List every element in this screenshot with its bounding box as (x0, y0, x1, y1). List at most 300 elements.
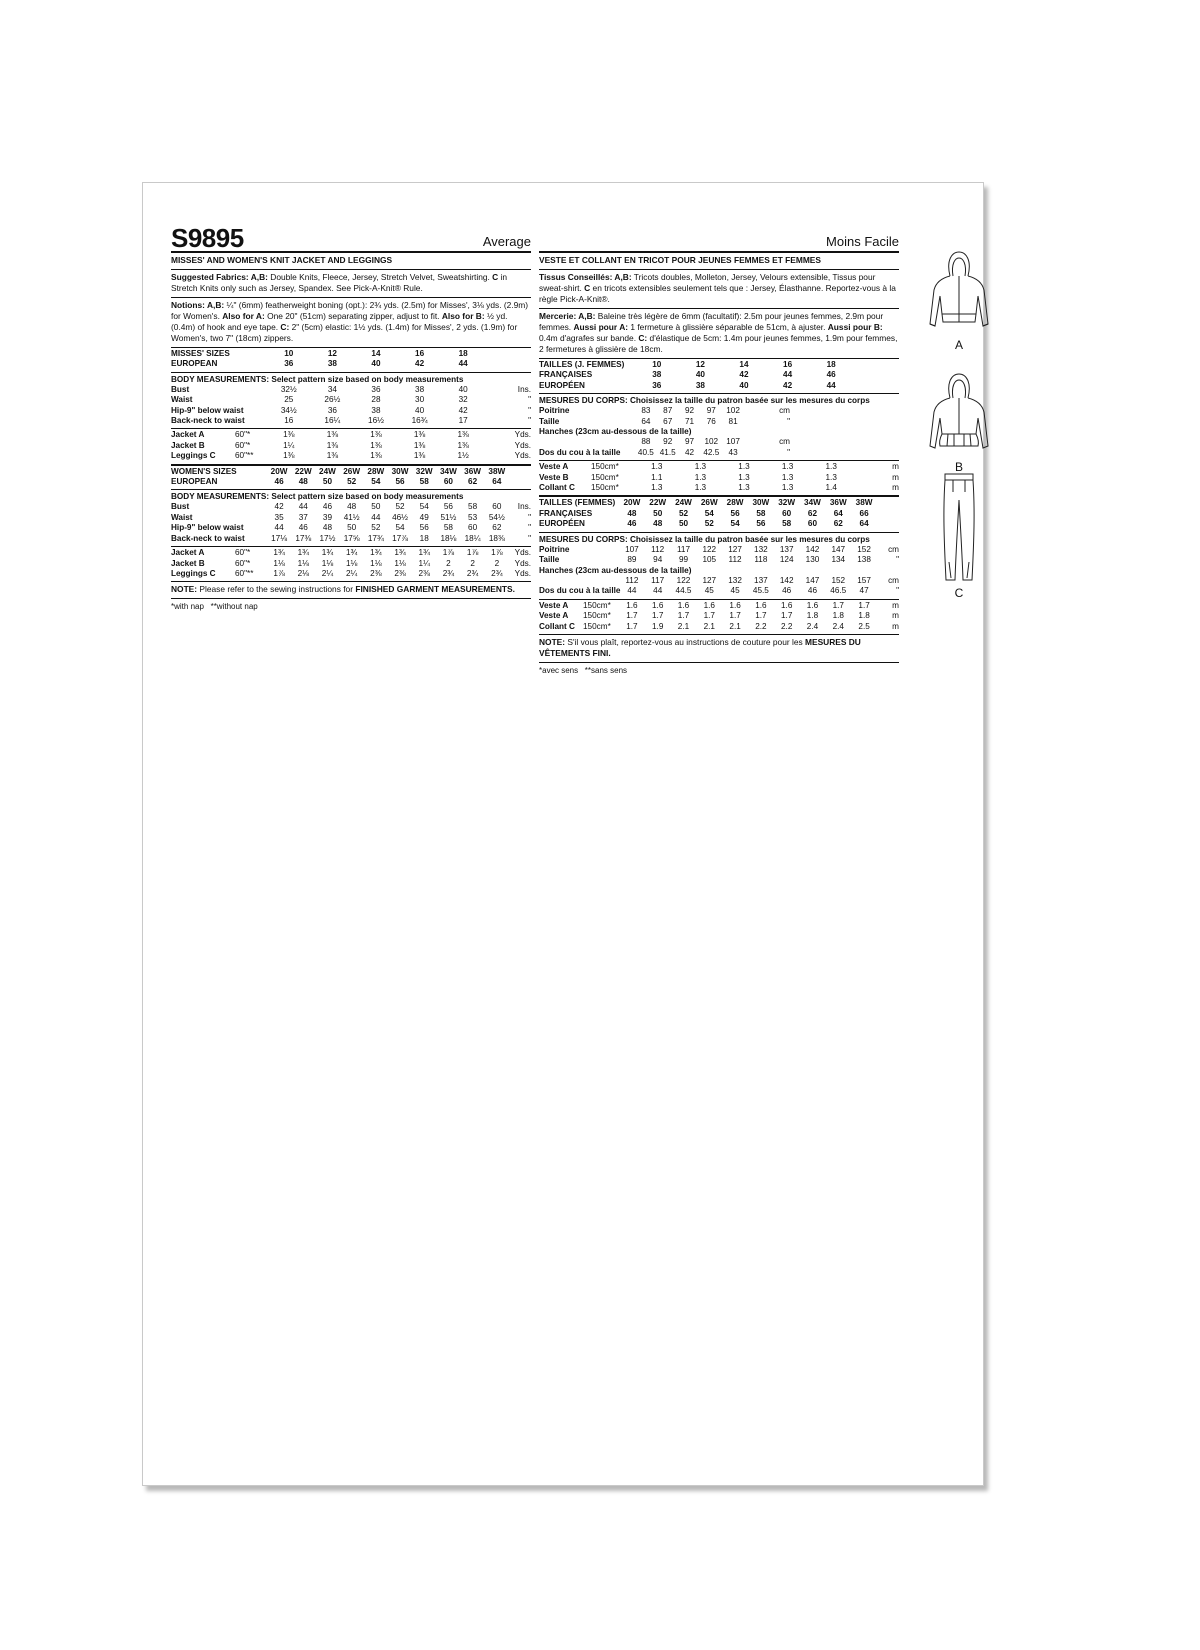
value-cell: 1¼ (418, 558, 430, 568)
value-cell: 56 (395, 477, 405, 487)
value-cell: 36 (652, 380, 662, 390)
value-cell: 1.7 (703, 611, 715, 621)
value-cell: 1⅞ (442, 548, 455, 558)
table-row (539, 437, 899, 447)
value-cell: 1.3 (651, 462, 663, 472)
notions-text: 1 fermeture à glissière séparable de 51cm, à ajuster. (628, 322, 828, 332)
value-cell: 2.4 (806, 621, 819, 631)
value-cell: 34W (439, 466, 457, 476)
value-cell: 44 (653, 586, 663, 596)
value-cell: 48 (298, 477, 308, 487)
value-cell: 76 (706, 416, 716, 426)
value-cell: 152 (831, 575, 846, 585)
value-cell: 56 (756, 519, 766, 529)
row-label: MISSES' SIZES (171, 349, 230, 358)
value-cell: 1.6 (703, 600, 715, 610)
table-row (171, 569, 531, 579)
unit-cell: " (528, 523, 531, 533)
row-label: Leggings C (171, 568, 216, 578)
value-cell: 54 (371, 477, 381, 487)
french-header (539, 229, 899, 253)
value-cell: 17 (458, 416, 468, 426)
row-label: Poitrine (539, 406, 570, 416)
value-cell: 52 (395, 502, 405, 512)
table-row (539, 370, 899, 380)
value-cell: 1⅜ (457, 440, 469, 450)
value-cell: 2⅜ (394, 568, 406, 578)
body-measurements-heading: BODY MEASUREMENTS: Select pattern size based on body measurements (171, 492, 464, 502)
value-cell: 1.8 (806, 611, 819, 621)
value-cell: 58 (468, 502, 478, 512)
footnote: *avec sens **sans sens (539, 665, 628, 675)
value-cell: 48 (627, 508, 637, 518)
row-label: Jacket A (171, 430, 205, 440)
unit-cell: m (892, 483, 899, 493)
unit-cell: cm (779, 437, 790, 447)
table-row (171, 523, 531, 533)
value-cell: 112 (651, 544, 665, 554)
size-cell: 44 (458, 359, 468, 369)
notions (539, 309, 899, 359)
size-cell: 16 (415, 349, 425, 358)
value-cell: 16¼ (324, 416, 341, 426)
suggested-fabrics (171, 270, 531, 298)
value-cell: 147 (831, 544, 846, 554)
pattern-title: VESTE ET COLLANT EN TRICOT POUR JEUNES FEMMES ET FEMMES (539, 253, 899, 270)
value-cell: 62 (492, 523, 502, 533)
value-cell: 1.3 (825, 462, 837, 472)
misses-size-table (539, 359, 899, 394)
value-cell: 127 (728, 544, 742, 554)
table-row (171, 559, 531, 569)
view-b (924, 372, 994, 474)
value-cell: 102 (726, 406, 740, 416)
value-cell: 45 (704, 586, 714, 596)
table-row (539, 462, 899, 472)
womens-body-measurements (539, 533, 899, 600)
value-cell: 97 (706, 406, 716, 416)
value-cell: 34W (804, 498, 821, 508)
value-cell: 105 (702, 555, 717, 565)
table-row (539, 509, 899, 519)
value-cell: 1¾ (418, 548, 430, 558)
fabric-width: 150cm* (591, 462, 619, 472)
value-cell: 44 (627, 586, 637, 596)
value-cell: 1.1 (651, 472, 663, 482)
value-cell: 2.1 (677, 621, 690, 631)
notions-text: d'élastique de 5cm: 1.4m pour jeunes femmes, 1.9m pour femmes, 2 fermetures à glissière de 18cm. (539, 333, 898, 354)
view-label: C (954, 586, 964, 600)
value-cell: 1.3 (694, 472, 707, 482)
value-cell: 18¼ (464, 533, 481, 543)
unit-cell: Yds. (514, 558, 531, 568)
fabrics-c-label: C (492, 272, 499, 282)
size-cell: 10 (284, 349, 294, 358)
value-cell: 54 (395, 523, 405, 533)
value-cell: 1.3 (651, 483, 663, 493)
table-row (539, 417, 899, 427)
row-label: Veste A (539, 600, 569, 610)
value-cell: 1⅞ (466, 548, 479, 558)
value-cell: 56 (730, 508, 740, 518)
fabrics-label: Suggested Fabrics: A,B: (171, 272, 268, 282)
value-cell: 17⅞ (392, 533, 408, 543)
value-cell: 48 (322, 523, 333, 533)
value-cell: 1.6 (729, 600, 741, 610)
value-cell: 40 (415, 405, 425, 415)
value-cell: 16 (284, 416, 294, 426)
value-cell: 1⅞ (273, 568, 285, 578)
row-label: Back-neck to waist (171, 533, 245, 543)
body-measurements-heading: BODY MEASUREMENTS: Select pattern size based on body measurements (171, 374, 464, 384)
fabric-width: 60"* (235, 440, 251, 450)
value-cell: 132 (728, 575, 742, 585)
note-text: S'il vous plaît, reportez-vous au instructions de couture pour les (565, 636, 806, 647)
value-cell: 34½ (280, 405, 297, 415)
row-label: Hanches (23cm au-dessous de la taille) (539, 427, 692, 437)
row-label: TAILLES (J. FEMMES) (539, 360, 625, 369)
notions-also-a: Also for A: (222, 311, 265, 321)
table-row (171, 385, 531, 395)
value-cell: 62 (833, 519, 843, 529)
value-cell: 64 (833, 508, 843, 518)
table-row (539, 381, 899, 391)
row-label: Jacket B (171, 558, 205, 568)
value-cell: 46½ (392, 512, 408, 522)
row-label: Dos du cou à la taille (539, 586, 621, 596)
value-cell: 147 (805, 575, 820, 585)
value-cell: 64 (641, 416, 651, 426)
value-cell: 20W (270, 466, 288, 476)
fabrics-text: Tricots doubles, Molleton, Jersey, Velours extensible, Tissus pour sweat-shirt. (539, 272, 876, 293)
value-cell: 28 (371, 395, 381, 405)
value-cell: 43 (728, 447, 738, 457)
value-cell: 1.3 (825, 472, 837, 482)
unit-cell: Ins. (517, 384, 531, 394)
value-cell: 83 (641, 406, 651, 416)
value-cell: 1.3 (781, 472, 794, 482)
unit-cell: Yds. (514, 430, 531, 440)
value-cell: 42 (458, 405, 468, 415)
table-row (539, 555, 899, 565)
body-measurements-heading: MESURES DU CORPS: Choisissez la taille du patron basée sur les mesures du corps (539, 396, 870, 406)
notions (171, 298, 531, 348)
row-label: FRANÇAISES (539, 508, 593, 518)
value-cell: 16 (783, 360, 793, 369)
unit-cell (877, 498, 899, 508)
value-cell: 45.5 (752, 586, 769, 596)
size-cell: 18 (458, 349, 468, 358)
unit-cell (853, 370, 899, 380)
value-cell: 1⅛ (321, 558, 334, 568)
unit-cell: " (528, 533, 531, 543)
unit-cell: cm (888, 575, 899, 585)
unit-cell: m (892, 472, 899, 482)
value-cell: 45 (730, 586, 740, 596)
value-cell: 1.6 (806, 600, 819, 610)
value-cell: 32½ (280, 384, 297, 394)
value-cell: 38W (855, 498, 873, 508)
unit-cell: " (896, 586, 899, 596)
table-row (539, 611, 899, 621)
value-cell: 18⅛ (440, 533, 457, 543)
value-cell: 138 (857, 555, 871, 565)
unit-cell (877, 519, 899, 529)
value-cell: 1.7 (858, 600, 870, 610)
fabrics-c-text: in Stretch Knits only such as Jersey, Spandex. See Pick-A-Knit® Rule. (171, 272, 508, 293)
value-cell: 1⅛ (370, 558, 382, 568)
value-cell: 28W (367, 466, 385, 476)
value-cell: 38 (371, 405, 381, 415)
value-cell: 18⅜ (488, 533, 505, 543)
table-row (539, 566, 899, 576)
value-cell: 17⅛ (271, 533, 288, 543)
value-cell: 1.6 (626, 600, 638, 610)
value-cell: 1.3 (781, 483, 794, 493)
row-label (539, 576, 619, 586)
view-a (924, 250, 994, 352)
value-cell: 60 (782, 508, 792, 518)
value-cell: 66 (859, 508, 869, 518)
value-cell: 17⅜ (295, 533, 312, 543)
fabric-width: 60"** (235, 568, 254, 578)
unit-cell: " (528, 395, 531, 405)
notions-text: 2" (5cm) elastic: 1½ yds. (1.4m) for Misses', 2 yds. (1.9m) for Women's, two 7" (18cm) zippers. (171, 322, 518, 343)
value-cell: 130 (805, 555, 820, 565)
value-cell: 1.3 (738, 483, 750, 493)
table-row (539, 586, 899, 596)
value-cell: 1.7 (652, 611, 664, 621)
table-row (539, 519, 899, 529)
value-cell: 60 (468, 523, 478, 533)
value-cell: 52 (371, 523, 381, 533)
value-cell: 2.1 (703, 621, 715, 631)
size-cell: 42 (415, 359, 425, 369)
leggings-sketch-icon (924, 470, 994, 586)
hooded-jacket-sketch-icon (924, 250, 994, 338)
fabric-width: 60"* (235, 558, 251, 568)
unit-cell: Yds. (514, 451, 531, 461)
value-cell: 2 (446, 558, 451, 568)
value-cell: 134 (831, 555, 846, 565)
note-text: Please refer to the sewing instructions for (197, 584, 356, 595)
value-cell: 30W (391, 466, 409, 476)
value-cell: 42 (783, 380, 793, 390)
table-row (171, 451, 531, 461)
value-cell: 137 (779, 544, 794, 554)
fabrics-label: Tissus Conseillés: A,B: (539, 272, 632, 282)
value-cell: 60 (807, 519, 818, 529)
value-cell: 124 (779, 555, 794, 565)
value-cell: 56 (443, 502, 453, 512)
size-cell: 14 (371, 349, 381, 358)
hooded-jacket-peplum-sketch-icon (924, 372, 994, 460)
fabrics-c-label: C (584, 283, 591, 293)
row-label: Poitrine (539, 544, 570, 554)
unit-cell: " (528, 405, 531, 415)
womens-size-table (539, 497, 899, 532)
value-cell: 42 (274, 502, 284, 512)
value-cell: 1⅜ (413, 451, 426, 461)
table-row (539, 448, 899, 458)
misses-size-table (171, 348, 531, 373)
notions-text: One 20" (51cm) separating zipper, adjust to fit. (264, 311, 442, 321)
value-cell: 54½ (488, 512, 505, 522)
view-c (924, 470, 994, 600)
value-cell: 12 (695, 360, 705, 369)
size-cell: 12 (327, 349, 337, 358)
value-cell: 2.1 (729, 621, 741, 631)
row-label: TAILLES (FEMMES) (539, 498, 616, 508)
value-cell: 44 (826, 380, 836, 390)
notions-text: ¼" (6mm) featherweight boning (opt.): 2¾ yds. (2.5m) for Misses', 3⅛ yds. (2.9m) for Women's. (171, 300, 529, 321)
value-cell: 97 (684, 437, 695, 447)
value-cell: 48 (347, 502, 357, 512)
value-cell: 2.2 (780, 621, 793, 631)
unit-cell: Yds. (514, 548, 531, 558)
value-cell: 46 (627, 519, 637, 529)
row-label: Veste A (539, 462, 569, 472)
value-cell: 81 (728, 416, 738, 426)
value-cell: 10 (652, 360, 662, 369)
table-row (171, 441, 531, 451)
value-cell: 112 (625, 575, 639, 585)
value-cell: 41½ (343, 512, 360, 522)
value-cell: 1.3 (738, 462, 750, 472)
value-cell: 52 (704, 519, 714, 529)
row-label: Taille (539, 555, 560, 565)
row-label: EUROPÉEN (539, 519, 585, 529)
notions-label: Mercerie: A,B: (539, 311, 596, 321)
notions-also-a: Aussi pour A: (573, 322, 629, 332)
value-cell: 67 (663, 416, 673, 426)
value-cell: 1⅜ (370, 440, 382, 450)
table-row (171, 477, 531, 487)
value-cell: 53 (468, 512, 478, 522)
value-cell: 26W (700, 498, 718, 508)
misses-european-row (171, 359, 531, 369)
size-cell: 38 (327, 359, 337, 369)
unit-cell: m (892, 462, 899, 472)
value-cell: 2.5 (858, 621, 870, 631)
row-label: Leggings C (171, 451, 216, 461)
value-cell: 1.3 (694, 462, 707, 472)
value-cell: 37 (298, 512, 308, 522)
value-cell: 2⅜ (370, 568, 382, 578)
french-column (539, 229, 899, 676)
value-cell: 50 (678, 519, 689, 529)
value-cell: 1.7 (832, 600, 844, 610)
value-cell: 2¼ (321, 568, 334, 578)
row-label: Taille (539, 416, 560, 426)
value-cell: 107 (625, 544, 639, 554)
row-label: Waist (171, 395, 193, 405)
fabric-width: 150cm* (583, 611, 611, 621)
row-label: Waist (171, 512, 193, 522)
value-cell: 52 (678, 508, 689, 518)
value-cell: 1.7 (677, 611, 690, 621)
fabrics-text: Double Knits, Fleece, Jersey, Stretch Velvet, Sweatshirting. (267, 272, 493, 282)
value-cell: 54 (704, 508, 714, 518)
value-cell: 40 (739, 380, 749, 390)
value-cell: 71 (684, 416, 695, 426)
value-cell: 50 (371, 502, 381, 512)
unit-cell (853, 381, 899, 391)
womens-size-table (171, 466, 531, 491)
value-cell: 17⅝ (343, 533, 360, 543)
table-row (171, 502, 531, 512)
value-cell: 58 (756, 508, 766, 518)
value-cell: 28W (726, 498, 744, 508)
value-cell: 2¾ (491, 568, 503, 578)
value-cell: 142 (805, 544, 820, 554)
value-cell: 38W (488, 466, 506, 476)
note-label: NOTE: (539, 636, 566, 647)
value-cell: 24W (675, 498, 692, 508)
value-cell: 49 (419, 512, 429, 522)
value-cell: 99 (678, 555, 689, 565)
misses-yardage (171, 429, 531, 465)
row-label: EUROPEAN (171, 359, 218, 369)
fabric-width: 150cm* (591, 483, 619, 493)
row-label: Veste A (539, 611, 569, 621)
suggested-fabrics (539, 270, 899, 309)
table-row (539, 406, 899, 416)
fabrics-c-text: en tricots extensibles seulement tels que : Jersey, Élasthanne. Reportez-vous à la règle Pick-A-Knit®. (539, 283, 896, 304)
note-bold: MESURES DU VÊTEMENTS FINI. (539, 636, 861, 658)
row-label: Veste B (539, 472, 569, 482)
value-cell: 1¾ (273, 548, 285, 558)
value-cell: 62 (807, 508, 818, 518)
womens-yardage (539, 600, 899, 635)
table-row (539, 576, 899, 586)
table-row (539, 545, 899, 555)
pattern-code: S9895 (171, 223, 244, 253)
size-cell: 40 (371, 359, 381, 369)
value-cell: 46 (826, 370, 836, 380)
value-cell: 92 (684, 406, 695, 416)
unit-cell: cm (888, 544, 899, 554)
misses-yardage (539, 461, 899, 497)
value-cell: 44.5 (675, 586, 692, 596)
value-cell: 20W (623, 498, 641, 508)
value-cell: 117 (651, 575, 665, 585)
english-header (171, 223, 531, 253)
value-cell: 46 (807, 586, 818, 596)
value-cell: 36 (327, 405, 337, 415)
size-cell: 36 (284, 359, 294, 369)
fabric-width: 60"** (235, 451, 254, 461)
unit-cell: Yds. (514, 440, 531, 450)
finished-measurements-note (539, 635, 899, 663)
value-cell: 2 (494, 558, 500, 568)
value-cell: 1.9 (652, 621, 664, 631)
value-cell: 42.5 (703, 447, 720, 457)
value-cell: 44 (274, 523, 284, 533)
value-cell: 1.4 (825, 483, 837, 493)
value-cell: 39 (322, 512, 333, 522)
unit-cell: Yds. (514, 568, 531, 578)
body-measurements-heading: MESURES DU CORPS: Choisissez la taille du patron basée sur les mesures du corps (539, 534, 870, 544)
fabric-width: 150cm* (583, 600, 611, 610)
row-label: EUROPEAN (171, 477, 218, 487)
value-cell: 38 (415, 384, 425, 394)
value-cell: 44 (783, 370, 793, 380)
table-row (171, 534, 531, 544)
value-cell: 117 (676, 544, 691, 554)
notions-c: C: (280, 322, 290, 332)
value-cell: 1¾ (297, 548, 309, 558)
